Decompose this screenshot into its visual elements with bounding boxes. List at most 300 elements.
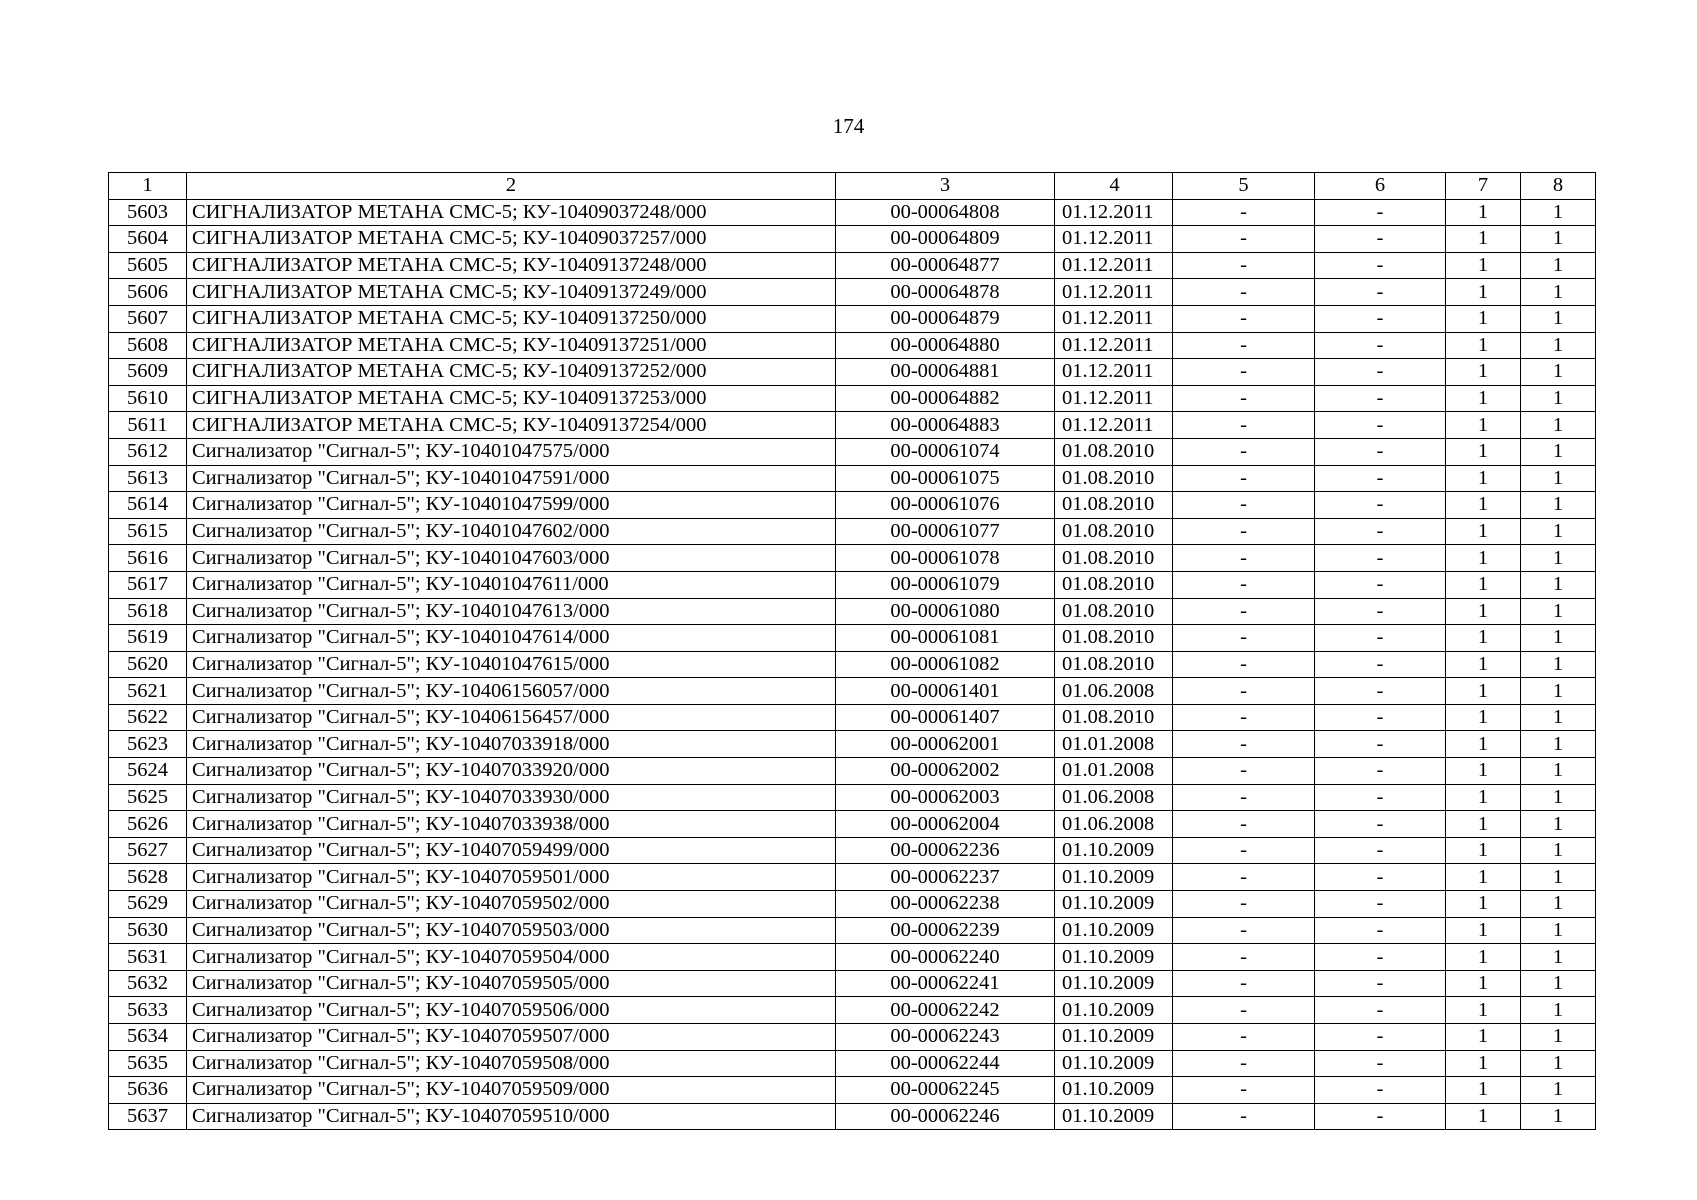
col5-cell: - [1173,651,1315,678]
date-cell: 01.12.2011 [1055,252,1173,279]
col8-cell: 1 [1521,598,1596,625]
row-number-cell: 5607 [109,305,187,332]
date-cell: 01.10.2009 [1055,997,1173,1024]
date-cell: 01.12.2011 [1055,226,1173,253]
col7-cell: 1 [1446,837,1521,864]
col5-cell: - [1173,305,1315,332]
inventory-code-cell: 00-00062246 [836,1103,1055,1130]
inventory-code-cell: 00-00062244 [836,1050,1055,1077]
inventory-code-cell: 00-00064878 [836,279,1055,306]
col8-cell: 1 [1521,305,1596,332]
col5-cell: - [1173,385,1315,412]
row-number-cell: 5628 [109,864,187,891]
col7-cell: 1 [1446,731,1521,758]
col7-cell: 1 [1446,438,1521,465]
col5-cell: - [1173,811,1315,838]
item-name-cell: Сигнализатор "Сигнал-5"; КУ-10401047599/000 [187,492,836,519]
col7-cell: 1 [1446,970,1521,997]
row-number-cell: 5631 [109,944,187,971]
page-number: 174 [832,114,865,138]
date-cell: 01.10.2009 [1055,1050,1173,1077]
row-number-cell: 5625 [109,784,187,811]
col5-cell: - [1173,970,1315,997]
item-name-cell: СИГНАЛИЗАТОР МЕТАНА СМС-5; КУ-10409137251/000 [187,332,836,359]
row-number-cell: 5610 [109,385,187,412]
table-row [109,837,1596,864]
col7-cell: 1 [1446,1050,1521,1077]
date-cell: 01.06.2008 [1055,811,1173,838]
item-name-cell: Сигнализатор "Сигнал-5"; КУ-10406156457/000 [187,704,836,731]
row-number-cell: 5614 [109,492,187,519]
col8-cell: 1 [1521,1077,1596,1104]
date-cell: 01.08.2010 [1055,438,1173,465]
col8-cell: 1 [1521,571,1596,598]
inventory-code-cell: 00-00061074 [836,438,1055,465]
item-name-cell: Сигнализатор "Сигнал-5"; КУ-10407059509/000 [187,1077,836,1104]
inventory-code-cell: 00-00061076 [836,492,1055,519]
col6-cell: - [1315,704,1446,731]
date-cell: 01.10.2009 [1055,944,1173,971]
col7-cell: 1 [1446,944,1521,971]
date-cell: 01.10.2009 [1055,917,1173,944]
col5-cell: - [1173,412,1315,439]
col7-cell: 1 [1446,492,1521,519]
col5-cell: - [1173,1050,1315,1077]
col7-cell: 1 [1446,651,1521,678]
col7-cell: 1 [1446,1103,1521,1130]
table-row [109,412,1596,439]
item-name-cell: СИГНАЛИЗАТОР МЕТАНА СМС-5; КУ-10409137249/000 [187,279,836,306]
date-cell: 01.08.2010 [1055,571,1173,598]
item-name-cell: Сигнализатор "Сигнал-5"; КУ-10407033918/000 [187,731,836,758]
col6-cell: - [1315,917,1446,944]
table-row [109,758,1596,785]
col6-cell: - [1315,252,1446,279]
col5-cell: - [1173,1077,1315,1104]
row-number-cell: 5609 [109,359,187,386]
date-cell: 01.06.2008 [1055,678,1173,705]
row-number-cell: 5617 [109,571,187,598]
col5-cell: - [1173,359,1315,386]
col7-cell: 1 [1446,571,1521,598]
col6-cell: - [1315,758,1446,785]
col6-cell: - [1315,1024,1446,1051]
col8-cell: 1 [1521,1024,1596,1051]
col7-cell: 1 [1446,199,1521,226]
row-number-cell: 5604 [109,226,187,253]
col6-cell: - [1315,492,1446,519]
row-number-cell: 5608 [109,332,187,359]
inventory-code-cell: 00-00061082 [836,651,1055,678]
table-row [109,678,1596,705]
date-cell: 01.08.2010 [1055,465,1173,492]
col7-cell: 1 [1446,625,1521,652]
inventory-code-cell: 00-00061401 [836,678,1055,705]
col6-cell: - [1315,279,1446,306]
table-row [109,970,1596,997]
col6-cell: - [1315,1050,1446,1077]
item-name-cell: СИГНАЛИЗАТОР МЕТАНА СМС-5; КУ-10409137253/000 [187,385,836,412]
col8-cell: 1 [1521,891,1596,918]
row-number-cell: 5627 [109,837,187,864]
row-number-cell: 5621 [109,678,187,705]
table-row [109,891,1596,918]
column-number: 1 [109,173,187,200]
col7-cell: 1 [1446,279,1521,306]
col8-cell: 1 [1521,811,1596,838]
item-name-cell: СИГНАЛИЗАТОР МЕТАНА СМС-5; КУ-10409137250/000 [187,305,836,332]
item-name-cell: Сигнализатор "Сигнал-5"; КУ-10401047602/000 [187,518,836,545]
col8-cell: 1 [1521,917,1596,944]
column-number: 4 [1055,173,1173,200]
col7-cell: 1 [1446,917,1521,944]
col5-cell: - [1173,252,1315,279]
col8-cell: 1 [1521,758,1596,785]
item-name-cell: Сигнализатор "Сигнал-5"; КУ-10401047613/000 [187,598,836,625]
col7-cell: 1 [1446,226,1521,253]
column-number: 7 [1446,173,1521,200]
col7-cell: 1 [1446,678,1521,705]
table-row [109,1103,1596,1130]
table-row [109,784,1596,811]
col5-cell: - [1173,545,1315,572]
col8-cell: 1 [1521,704,1596,731]
col7-cell: 1 [1446,784,1521,811]
table-row [109,625,1596,652]
item-name-cell: СИГНАЛИЗАТОР МЕТАНА СМС-5; КУ-10409137252/000 [187,359,836,386]
date-cell: 01.01.2008 [1055,731,1173,758]
row-number-cell: 5637 [109,1103,187,1130]
col7-cell: 1 [1446,598,1521,625]
inventory-code-cell: 00-00061079 [836,571,1055,598]
col8-cell: 1 [1521,651,1596,678]
table-row [109,571,1596,598]
date-cell: 01.10.2009 [1055,1077,1173,1104]
col5-cell: - [1173,944,1315,971]
inventory-code-cell: 00-00064881 [836,359,1055,386]
col8-cell: 1 [1521,492,1596,519]
col6-cell: - [1315,784,1446,811]
date-cell: 01.06.2008 [1055,784,1173,811]
col8-cell: 1 [1521,997,1596,1024]
date-cell: 01.08.2010 [1055,492,1173,519]
date-cell: 01.12.2011 [1055,412,1173,439]
col6-cell: - [1315,545,1446,572]
row-number-cell: 5618 [109,598,187,625]
inventory-code-cell: 00-00062239 [836,917,1055,944]
inventory-code-cell: 00-00061080 [836,598,1055,625]
column-number: 3 [836,173,1055,200]
col5-cell: - [1173,571,1315,598]
col5-cell: - [1173,758,1315,785]
inventory-code-cell: 00-00062238 [836,891,1055,918]
col6-cell: - [1315,997,1446,1024]
col5-cell: - [1173,1024,1315,1051]
table-row [109,1024,1596,1051]
col8-cell: 1 [1521,678,1596,705]
row-number-cell: 5616 [109,545,187,572]
inventory-code-cell: 00-00064809 [836,226,1055,253]
col6-cell: - [1315,970,1446,997]
col5-cell: - [1173,891,1315,918]
col6-cell: - [1315,465,1446,492]
date-cell: 01.12.2011 [1055,305,1173,332]
item-name-cell: Сигнализатор "Сигнал-5"; КУ-10401047575/000 [187,438,836,465]
col5-cell: - [1173,997,1315,1024]
item-name-cell: Сигнализатор "Сигнал-5"; КУ-10407033938/000 [187,811,836,838]
col8-cell: 1 [1521,279,1596,306]
item-name-cell: Сигнализатор "Сигнал-5"; КУ-10401047614/000 [187,625,836,652]
table-row [109,518,1596,545]
col6-cell: - [1315,226,1446,253]
col6-cell: - [1315,731,1446,758]
row-number-cell: 5636 [109,1077,187,1104]
inventory-code-cell: 00-00061077 [836,518,1055,545]
col8-cell: 1 [1521,518,1596,545]
col8-cell: 1 [1521,1050,1596,1077]
inventory-code-cell: 00-00062003 [836,784,1055,811]
col8-cell: 1 [1521,1103,1596,1130]
col7-cell: 1 [1446,305,1521,332]
col7-cell: 1 [1446,1024,1521,1051]
inventory-code-cell: 00-00062243 [836,1024,1055,1051]
col5-cell: - [1173,279,1315,306]
table-row [109,811,1596,838]
date-cell: 01.10.2009 [1055,837,1173,864]
col5-cell: - [1173,226,1315,253]
row-number-cell: 5613 [109,465,187,492]
inventory-code-cell: 00-00062004 [836,811,1055,838]
col8-cell: 1 [1521,837,1596,864]
table-row [109,917,1596,944]
row-number-cell: 5635 [109,1050,187,1077]
table-row [109,332,1596,359]
date-cell: 01.01.2008 [1055,758,1173,785]
row-number-cell: 5620 [109,651,187,678]
col7-cell: 1 [1446,518,1521,545]
date-cell: 01.12.2011 [1055,359,1173,386]
table-row [109,598,1596,625]
col7-cell: 1 [1446,252,1521,279]
col7-cell: 1 [1446,385,1521,412]
table-row [109,492,1596,519]
col6-cell: - [1315,864,1446,891]
column-number: 6 [1315,173,1446,200]
col8-cell: 1 [1521,385,1596,412]
inventory-code-cell: 00-00062245 [836,1077,1055,1104]
col8-cell: 1 [1521,784,1596,811]
col5-cell: - [1173,731,1315,758]
col5-cell: - [1173,678,1315,705]
inventory-code-cell: 00-00061078 [836,545,1055,572]
date-cell: 01.12.2011 [1055,199,1173,226]
inventory-code-cell: 00-00064879 [836,305,1055,332]
col6-cell: - [1315,305,1446,332]
col5-cell: - [1173,864,1315,891]
item-name-cell: СИГНАЛИЗАТОР МЕТАНА СМС-5; КУ-10409037257/000 [187,226,836,253]
col8-cell: 1 [1521,252,1596,279]
date-cell: 01.12.2011 [1055,385,1173,412]
date-cell: 01.08.2010 [1055,545,1173,572]
inventory-code-cell: 00-00064808 [836,199,1055,226]
col7-cell: 1 [1446,412,1521,439]
item-name-cell: Сигнализатор "Сигнал-5"; КУ-10401047611/000 [187,571,836,598]
col6-cell: - [1315,1077,1446,1104]
col6-cell: - [1315,891,1446,918]
row-number-cell: 5612 [109,438,187,465]
inventory-code-cell: 00-00062002 [836,758,1055,785]
date-cell: 01.10.2009 [1055,1024,1173,1051]
col8-cell: 1 [1521,944,1596,971]
inventory-code-cell: 00-00061075 [836,465,1055,492]
col5-cell: - [1173,917,1315,944]
item-name-cell: Сигнализатор "Сигнал-5"; КУ-10401047615/000 [187,651,836,678]
inventory-code-cell: 00-00062236 [836,837,1055,864]
item-name-cell: Сигнализатор "Сигнал-5"; КУ-10407059508/000 [187,1050,836,1077]
col8-cell: 1 [1521,412,1596,439]
col7-cell: 1 [1446,704,1521,731]
col5-cell: - [1173,704,1315,731]
col7-cell: 1 [1446,811,1521,838]
item-name-cell: СИГНАЛИЗАТОР МЕТАНА СМС-5; КУ-10409137248/000 [187,252,836,279]
col7-cell: 1 [1446,332,1521,359]
inventory-code-cell: 00-00061407 [836,704,1055,731]
item-name-cell: СИГНАЛИЗАТОР МЕТАНА СМС-5; КУ-10409037248/000 [187,199,836,226]
date-cell: 01.08.2010 [1055,704,1173,731]
row-number-cell: 5611 [109,412,187,439]
row-number-cell: 5626 [109,811,187,838]
col5-cell: - [1173,492,1315,519]
item-name-cell: Сигнализатор "Сигнал-5"; КУ-10407059506/000 [187,997,836,1024]
item-name-cell: Сигнализатор "Сигнал-5"; КУ-10401047603/000 [187,545,836,572]
row-number-cell: 5603 [109,199,187,226]
row-number-cell: 5633 [109,997,187,1024]
item-name-cell: Сигнализатор "Сигнал-5"; КУ-10401047591/000 [187,465,836,492]
table-row [109,199,1596,226]
column-number: 8 [1521,173,1596,200]
table-row [109,226,1596,253]
item-name-cell: Сигнализатор "Сигнал-5"; КУ-10407059503/000 [187,917,836,944]
col8-cell: 1 [1521,226,1596,253]
date-cell: 01.10.2009 [1055,864,1173,891]
table-row [109,438,1596,465]
table-row [109,864,1596,891]
item-name-cell: Сигнализатор "Сигнал-5"; КУ-10407059502/000 [187,891,836,918]
item-name-cell: СИГНАЛИЗАТОР МЕТАНА СМС-5; КУ-10409137254/000 [187,412,836,439]
col8-cell: 1 [1521,199,1596,226]
col8-cell: 1 [1521,970,1596,997]
item-name-cell: Сигнализатор "Сигнал-5"; КУ-10406156057/000 [187,678,836,705]
col7-cell: 1 [1446,465,1521,492]
col8-cell: 1 [1521,545,1596,572]
inventory-code-cell: 00-00064880 [836,332,1055,359]
col7-cell: 1 [1446,997,1521,1024]
item-name-cell: Сигнализатор "Сигнал-5"; КУ-10407059505/000 [187,970,836,997]
item-name-cell: Сигнализатор "Сигнал-5"; КУ-10407059510/000 [187,1103,836,1130]
col6-cell: - [1315,518,1446,545]
col5-cell: - [1173,465,1315,492]
item-name-cell: Сигнализатор "Сигнал-5"; КУ-10407059499/000 [187,837,836,864]
table-row [109,252,1596,279]
col8-cell: 1 [1521,864,1596,891]
row-number-cell: 5632 [109,970,187,997]
inventory-code-cell: 00-00061081 [836,625,1055,652]
date-cell: 01.10.2009 [1055,891,1173,918]
inventory-code-cell: 00-00064883 [836,412,1055,439]
col8-cell: 1 [1521,465,1596,492]
col7-cell: 1 [1446,758,1521,785]
row-number-cell: 5606 [109,279,187,306]
col7-cell: 1 [1446,1077,1521,1104]
col7-cell: 1 [1446,891,1521,918]
col8-cell: 1 [1521,438,1596,465]
item-name-cell: Сигнализатор "Сигнал-5"; КУ-10407059504/000 [187,944,836,971]
col5-cell: - [1173,625,1315,652]
inventory-code-cell: 00-00064877 [836,252,1055,279]
row-number-cell: 5634 [109,1024,187,1051]
col8-cell: 1 [1521,332,1596,359]
col6-cell: - [1315,438,1446,465]
date-cell: 01.10.2009 [1055,970,1173,997]
col6-cell: - [1315,678,1446,705]
col7-cell: 1 [1446,545,1521,572]
col8-cell: 1 [1521,359,1596,386]
col5-cell: - [1173,1103,1315,1130]
item-name-cell: Сигнализатор "Сигнал-5"; КУ-10407059507/000 [187,1024,836,1051]
col6-cell: - [1315,571,1446,598]
col5-cell: - [1173,438,1315,465]
inventory-code-cell: 00-00062001 [836,731,1055,758]
row-number-cell: 5629 [109,891,187,918]
row-number-cell: 5615 [109,518,187,545]
date-cell: 01.12.2011 [1055,332,1173,359]
date-cell: 01.10.2009 [1055,1103,1173,1130]
inventory-code-cell: 00-00062240 [836,944,1055,971]
table-row [109,385,1596,412]
row-number-cell: 5630 [109,917,187,944]
table-row [109,359,1596,386]
table-row [109,651,1596,678]
inventory-code-cell: 00-00062242 [836,997,1055,1024]
col6-cell: - [1315,651,1446,678]
date-cell: 01.08.2010 [1055,518,1173,545]
row-number-cell: 5624 [109,758,187,785]
inventory-table-body [109,173,1596,1130]
item-name-cell: Сигнализатор "Сигнал-5"; КУ-10407033920/000 [187,758,836,785]
column-number: 5 [1173,173,1315,200]
table-row [109,997,1596,1024]
row-number-cell: 5622 [109,704,187,731]
col7-cell: 1 [1446,359,1521,386]
col5-cell: - [1173,784,1315,811]
col8-cell: 1 [1521,625,1596,652]
table-row [109,279,1596,306]
col5-cell: - [1173,332,1315,359]
col7-cell: 1 [1446,864,1521,891]
inventory-code-cell: 00-00062241 [836,970,1055,997]
col6-cell: - [1315,944,1446,971]
inventory-code-cell: 00-00064882 [836,385,1055,412]
table-row [109,944,1596,971]
column-number: 2 [187,173,836,200]
date-cell: 01.08.2010 [1055,625,1173,652]
row-number-cell: 5623 [109,731,187,758]
col5-cell: - [1173,598,1315,625]
item-name-cell: Сигнализатор "Сигнал-5"; КУ-10407059501/000 [187,864,836,891]
col6-cell: - [1315,1103,1446,1130]
col6-cell: - [1315,811,1446,838]
item-name-cell: Сигнализатор "Сигнал-5"; КУ-10407033930/000 [187,784,836,811]
